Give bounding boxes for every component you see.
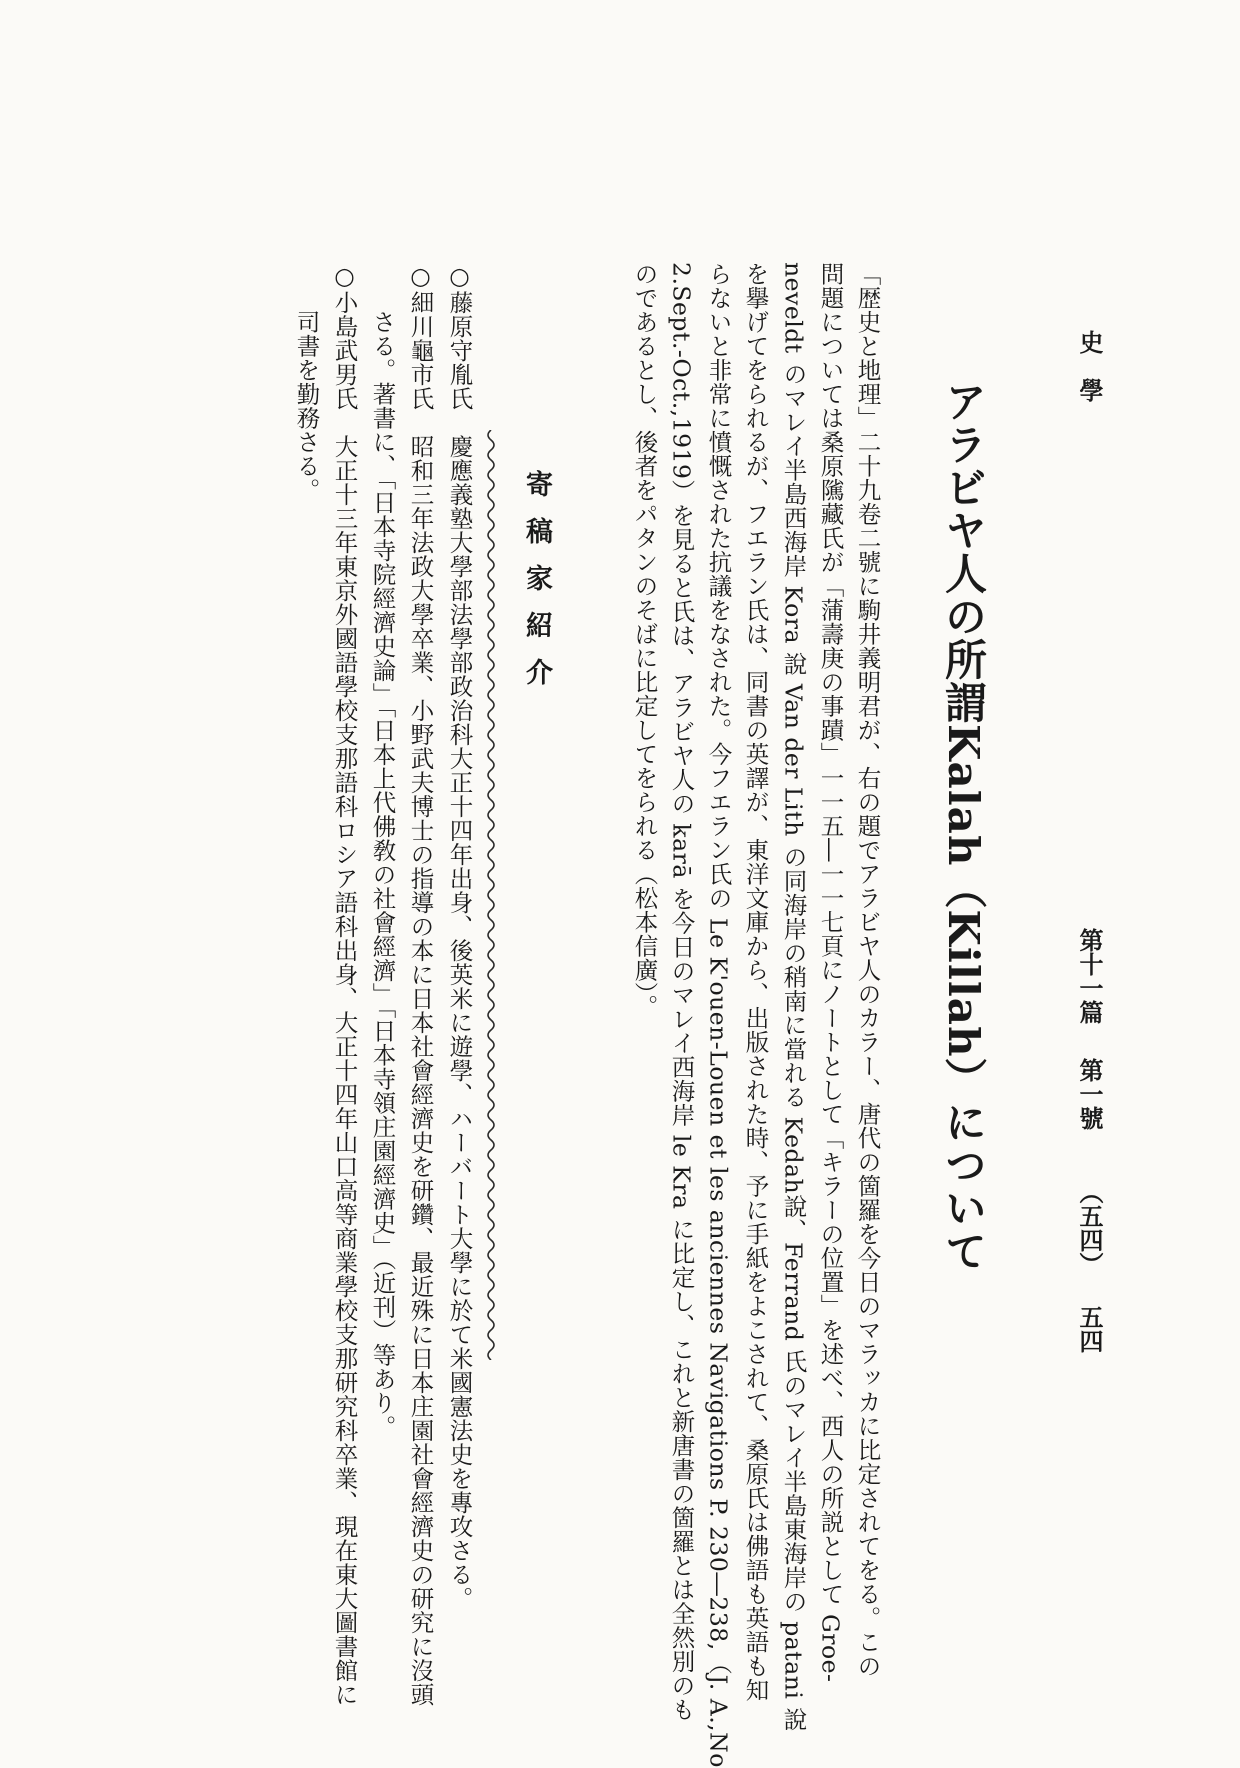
section-heading: 寄稿家紹介: [521, 470, 552, 705]
article-line: を擧げてをられるが、フエラン氏は、同書の英譯が、東洋文庫から、出版された時、予に手紙をよこされて、桑原氏は佛語も英語も知: [741, 262, 770, 1702]
contributor-entry-continued: さる。著書に、「日本寺院經濟史論」「日本上代佛敎の社會經濟」「日本寺領庄園經濟史」（近刊）等あり。: [368, 262, 397, 1439]
contributor-entry: ○細川龜市氏 昭和三年法政大學卒業、小野武夫博士の指導の本に日本社會經濟史を研鑽、最近殊に日本庄園社會經濟史の研究に沒頭: [406, 262, 435, 1707]
wavy-divider: [476, 430, 506, 1360]
article-line: neveldt のマレイ半島西海岸 Kora 說 Van der Lith の同海岸の稍南に當れる Kedah說、Ferrand 氏のマレイ半島東海岸の patani 說: [779, 262, 808, 1732]
journal-name: 史 學: [1075, 330, 1104, 402]
article-line: 2.Sept.‐Oct.,1919）を見ると氏は、アラビヤ人の karā を今日のマレイ西海岸 le Kra に比定し、これと新唐書の箇羅とは全然別のも: [667, 262, 696, 1722]
article-line: 問題については桑原隲藏氏が「蒲壽庚の事蹟」一一五―一一七頁にノートとして「キラーの位置」を述べ、西人の所説として Groe-: [816, 262, 845, 1683]
issue-label: 第一號: [1075, 1058, 1104, 1130]
article-line: らないと非常に憤慨された抗議をなされた。今フエラン氏の Le K'ouen-Louen et les anciennes Navigations P. 230―238,（J. A.,No: [704, 262, 733, 1768]
volume-label: 第十一篇: [1075, 928, 1104, 1024]
article-line: 「歴史と地理」二十九卷二號に駒井義明君が、右の題でアラビヤ人のカラー、唐代の箇羅を今日のマラッカに比定されてをる。この: [853, 262, 882, 1678]
article-line: のであるとし、後者をパタンのそばに比定してをられる（松本信廣）。: [630, 262, 659, 1019]
contributor-entry: ○藤原守胤氏 慶應義塾大學部法學部政治科大正十四年出身、後英米に遊學、ハーバート大學に於て米國憲法史を專攻さる。: [445, 262, 474, 1611]
page-number: 五四: [1075, 1305, 1104, 1353]
article-title: アラビヤ人の所謂Kalah（Killah）について: [939, 380, 988, 1273]
contributor-entry-continued: 司書を勤務さる。: [292, 262, 321, 502]
serial-page-number: （五四）: [1075, 1180, 1104, 1276]
contributor-entry: ○小島武男氏 大正十三年東京外國語學校支那語科ロシア語科出身、大正十四年山口高等商業學校支那研究科卒業、現在東大圖書館に: [330, 262, 359, 1707]
